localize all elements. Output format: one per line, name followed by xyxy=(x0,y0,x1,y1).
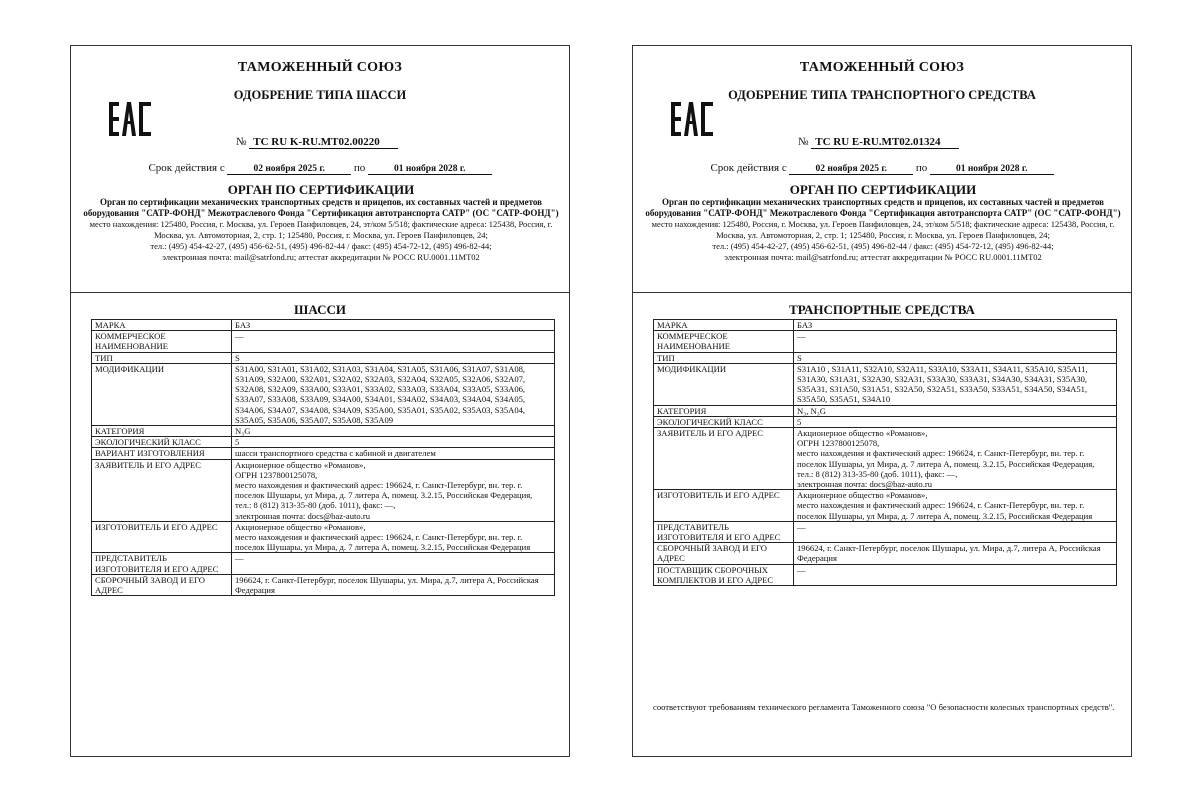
cert-body-phones: тел.: (495) 454-42-27, (495) 456-62-51, (495) 496-82-44 / факс: (495) 454-72-12, (495) 496-82-44; xyxy=(150,241,492,251)
cert-body-address: место нахождения: 125480, Россия, г. Москва, ул. Героев Панфиловцев, 24, эт/ком 5/518; фактические адреса: 125438, Россия, г. Москва, ул. Автомоторная, 2, стр. 1; 125480, Россия, г. Москва, ул. Героев Панфиловцев, 24; xyxy=(651,219,1115,240)
cert-body-heading: ОРГАН ПО СЕРТИФИКАЦИИ xyxy=(789,182,977,197)
table-row xyxy=(654,320,1117,331)
cert-body-email: электронная почта: mail@satrfond.ru; аттестат аккредитации № РОСС RU.0001.11MT02 xyxy=(162,252,480,262)
row-key: ИЗГОТОВИТЕЛЬ И ЕГО АДРЕС xyxy=(92,521,232,553)
table-row xyxy=(92,574,555,595)
row-value: 5 xyxy=(794,416,1117,427)
vehicle-approval-document xyxy=(632,45,1132,757)
table-row xyxy=(654,564,1117,585)
row-value: Акционерное общество «Романов», ОГРН 1237800125078, место нахождения и фактический адрес: 196624, г. Санкт-Петербург, вн. тер. г. поселок Шушары, ул Мира, д. 7 литера А, помещ. 3.2.15, Российская Федерация, тел.: 8 (812) 313-35-80 (доб. 1011), факс: —, электронная почта: docs@baz-auto.ru xyxy=(232,459,555,521)
union-heading: ТАМОЖЕННЫЙ СОЮЗ xyxy=(237,60,403,75)
table-row xyxy=(654,363,1117,405)
document-title: ОДОБРЕНИЕ ТИПА ТРАНСПОРТНОГО СРЕДСТВА xyxy=(728,88,1036,102)
vehicle-spec-table xyxy=(653,319,1117,586)
table-row xyxy=(92,320,555,331)
certification-body xyxy=(643,182,1123,263)
row-key: КОММЕРЧЕСКОЕ НАИМЕНОВАНИЕ xyxy=(92,331,232,352)
row-value: — xyxy=(232,331,555,352)
number-prefix: № xyxy=(798,136,809,148)
row-value: N₃G xyxy=(232,426,555,437)
document-header xyxy=(633,46,1131,293)
row-value: N₃, N₃G xyxy=(794,405,1117,416)
row-value: S31A00, S31A01, S31A02, S31A03, S31A04, S31A05, S31A06, S31A07, S31A08, S31A09, S32A00, S32A01, S32A02, S32A03, S32A04, S32A05, S32A06, S32A07, S32A08, S32A09, S33A00, S33A01, S33A02, S33A03, S33A04, S33A05, S33A06, S33A07, S33A08, S33A09, S34A00, S34A01, S34A02, S34A03, S34A04, S34A05, S34A06, S34A07, S34A08, S34A09, S35A00, S35A01, S35A02, S35A03, S35A04, S35A05, S35A06, S35A07, S35A08, S35A09 xyxy=(232,363,555,425)
table-row xyxy=(654,521,1117,542)
table-row xyxy=(92,363,555,425)
table-row xyxy=(654,405,1117,416)
document-number xyxy=(236,136,398,149)
valid-to-label: по xyxy=(353,162,366,174)
row-value: 196624, г. Санкт-Петербург, поселок Шушары, ул. Мира, д.7, литера А, Российская Федерация xyxy=(794,543,1117,564)
section-heading: ТРАНСПОРТНЫЕ СРЕДСТВА xyxy=(789,302,975,317)
table-row xyxy=(654,428,1117,490)
chassis-spec-table xyxy=(91,319,555,596)
row-key: ТИП xyxy=(654,352,794,363)
valid-from-date: 02 ноября 2025 г. xyxy=(789,164,913,175)
row-key: ПОСТАВЩИК СБОРОЧНЫХ КОМПЛЕКТОВ И ЕГО АДРЕС xyxy=(654,564,794,585)
valid-to-date: 01 ноября 2028 г. xyxy=(368,164,492,175)
row-value: 196624, г. Санкт-Петербург, поселок Шушары, ул. Мира, д.7, литера А, Российская Федерация xyxy=(232,574,555,595)
table-row xyxy=(654,543,1117,564)
row-key: ПРЕДСТАВИТЕЛЬ ИЗГОТОВИТЕЛЯ И ЕГО АДРЕС xyxy=(654,521,794,542)
row-key: ЗАЯВИТЕЛЬ И ЕГО АДРЕС xyxy=(654,428,794,490)
valid-to-label: по xyxy=(915,162,928,174)
table-row xyxy=(92,553,555,574)
row-key: ЭКОЛОГИЧЕСКИЙ КЛАСС xyxy=(92,437,232,448)
row-key: ЗАЯВИТЕЛЬ И ЕГО АДРЕС xyxy=(92,459,232,521)
row-value: S31A10 , S31A11, S32A10, S32A11, S33A10, S33A11, S34A11, S35A10, S35A11, S31A30, S31A31, S32A30, S32A31, S33A30, S33A31, S34A30, S34A31, S35A30, S35A31, S31A50, S31A51, S32A50, S32A51, S33A50, S33A51, S34A50, S34A51, S35A50, S35A51, S34A10 xyxy=(794,363,1117,405)
table-row xyxy=(654,352,1117,363)
number-value: TC RU K-RU.MT02.00220 xyxy=(249,136,398,149)
row-value: — xyxy=(794,521,1117,542)
table-row xyxy=(654,490,1117,522)
row-value: — xyxy=(794,564,1117,585)
eac-mark-icon xyxy=(671,102,713,136)
row-value: Акционерное общество «Романов», ОГРН 1237800125078, место нахождения и фактический адрес: 196624, г. Санкт-Петербург, вн. тер. г. поселок Шушары, ул Мира, д. 7 литера А, помещ. 3.2.15, Российская Федерация, тел.: 8 (812) 313-35-80 (доб. 1011), факс: —, электронная почта: docs@baz-auto.ru xyxy=(794,428,1117,490)
number-value: TC RU E-RU.MT02.01324 xyxy=(811,136,958,149)
row-key: КАТЕГОРИЯ xyxy=(654,405,794,416)
row-key: КАТЕГОРИЯ xyxy=(92,426,232,437)
row-value: БАЗ xyxy=(794,320,1117,331)
row-key: МАРКА xyxy=(92,320,232,331)
row-value: БАЗ xyxy=(232,320,555,331)
row-value: Акционерное общество «Романов», место нахождения и фактический адрес: 196624, г. Санкт-Петербург, вн. тер. г. поселок Шушары, ул Мира, д. 7 литера А, помещ. 3.2.15, Российская Федерация xyxy=(794,490,1117,522)
row-key: МОДИФИКАЦИИ xyxy=(654,363,794,405)
table-row xyxy=(654,416,1117,427)
eac-mark-icon xyxy=(109,102,151,136)
validity-period xyxy=(71,162,569,175)
document-header xyxy=(71,46,569,293)
row-value: Акционерное общество «Романов», место нахождения и фактический адрес: 196624, г. Санкт-Петербург, вн. тер. г. поселок Шушары, ул Мира, д. 7 литера А, помещ. 3.2.15, Российская Федерация xyxy=(232,521,555,553)
valid-from-label: Срок действия с xyxy=(710,162,787,174)
row-key: ВАРИАНТ ИЗГОТОВЛЕНИЯ xyxy=(92,448,232,459)
chassis-approval-document xyxy=(70,45,570,757)
row-value: — xyxy=(232,553,555,574)
cert-body-phones: тел.: (495) 454-42-27, (495) 456-62-51, (495) 496-82-44 / факс: (495) 454-72-12, (495) 496-82-44; xyxy=(712,241,1054,251)
valid-from-date: 02 ноября 2025 г. xyxy=(227,164,351,175)
table-row xyxy=(92,459,555,521)
valid-to-date: 01 ноября 2028 г. xyxy=(930,164,1054,175)
row-value: — xyxy=(794,331,1117,352)
valid-from-label: Срок действия с xyxy=(148,162,225,174)
row-key: ТИП xyxy=(92,352,232,363)
cert-body-address: место нахождения: 125480, Россия, г. Москва, ул. Героев Панфиловцев, 24, эт/ком 5/518; фактические адреса: 125438, Россия, г. Москва, ул. Автомоторная, 2, стр. 1; 125480, Россия, г. Москва, ул. Героев Панфиловцев, 24; xyxy=(89,219,553,240)
certification-body xyxy=(81,182,561,263)
table-row xyxy=(92,437,555,448)
number-prefix: № xyxy=(236,136,247,148)
table-row xyxy=(92,448,555,459)
cert-body-name: Орган по сертификации механических транспортных средств и прицепов, их составных частей и предметов оборудования "САТР-ФОНД" Межотраслевого Фонда "Сертификация автотранспорта САТР" (ОС "САТР-ФОНД") xyxy=(83,197,559,218)
table-row xyxy=(92,331,555,352)
compliance-note: соответствуют требованиям технического регламента Таможенного союза "О безопасности колесных транспортных средств". xyxy=(653,702,1115,712)
document-title: ОДОБРЕНИЕ ТИПА ШАССИ xyxy=(233,88,407,102)
row-key: ЭКОЛОГИЧЕСКИЙ КЛАСС xyxy=(654,416,794,427)
row-key: МАРКА xyxy=(654,320,794,331)
union-heading: ТАМОЖЕННЫЙ СОЮЗ xyxy=(799,60,965,75)
table-row xyxy=(92,352,555,363)
cert-body-name: Орган по сертификации механических транспортных средств и прицепов, их составных частей и предметов оборудования "САТР-ФОНД" Межотраслевого Фонда "Сертификация автотранспорта САТР" (ОС "САТР-ФОНД") xyxy=(645,197,1121,218)
row-key: ИЗГОТОВИТЕЛЬ И ЕГО АДРЕС xyxy=(654,490,794,522)
cert-body-email: электронная почта: mail@satrfond.ru; аттестат аккредитации № РОСС RU.0001.11MT02 xyxy=(724,252,1042,262)
row-value: 5 xyxy=(232,437,555,448)
section-heading: ШАССИ xyxy=(294,302,346,317)
row-key: ПРЕДСТАВИТЕЛЬ ИЗГОТОВИТЕЛЯ И ЕГО АДРЕС xyxy=(92,553,232,574)
table-row xyxy=(92,521,555,553)
row-value: шасси транспортного средства с кабиной и двигателем xyxy=(232,448,555,459)
validity-period xyxy=(633,162,1131,175)
table-row xyxy=(92,426,555,437)
row-key: КОММЕРЧЕСКОЕ НАИМЕНОВАНИЕ xyxy=(654,331,794,352)
row-key: МОДИФИКАЦИИ xyxy=(92,363,232,425)
row-value: S xyxy=(794,352,1117,363)
table-row xyxy=(654,331,1117,352)
row-value: S xyxy=(232,352,555,363)
document-number xyxy=(798,136,959,149)
cert-body-heading: ОРГАН ПО СЕРТИФИКАЦИИ xyxy=(227,182,415,197)
row-key: СБОРОЧНЫЙ ЗАВОД И ЕГО АДРЕС xyxy=(92,574,232,595)
row-key: СБОРОЧНЫЙ ЗАВОД И ЕГО АДРЕС xyxy=(654,543,794,564)
